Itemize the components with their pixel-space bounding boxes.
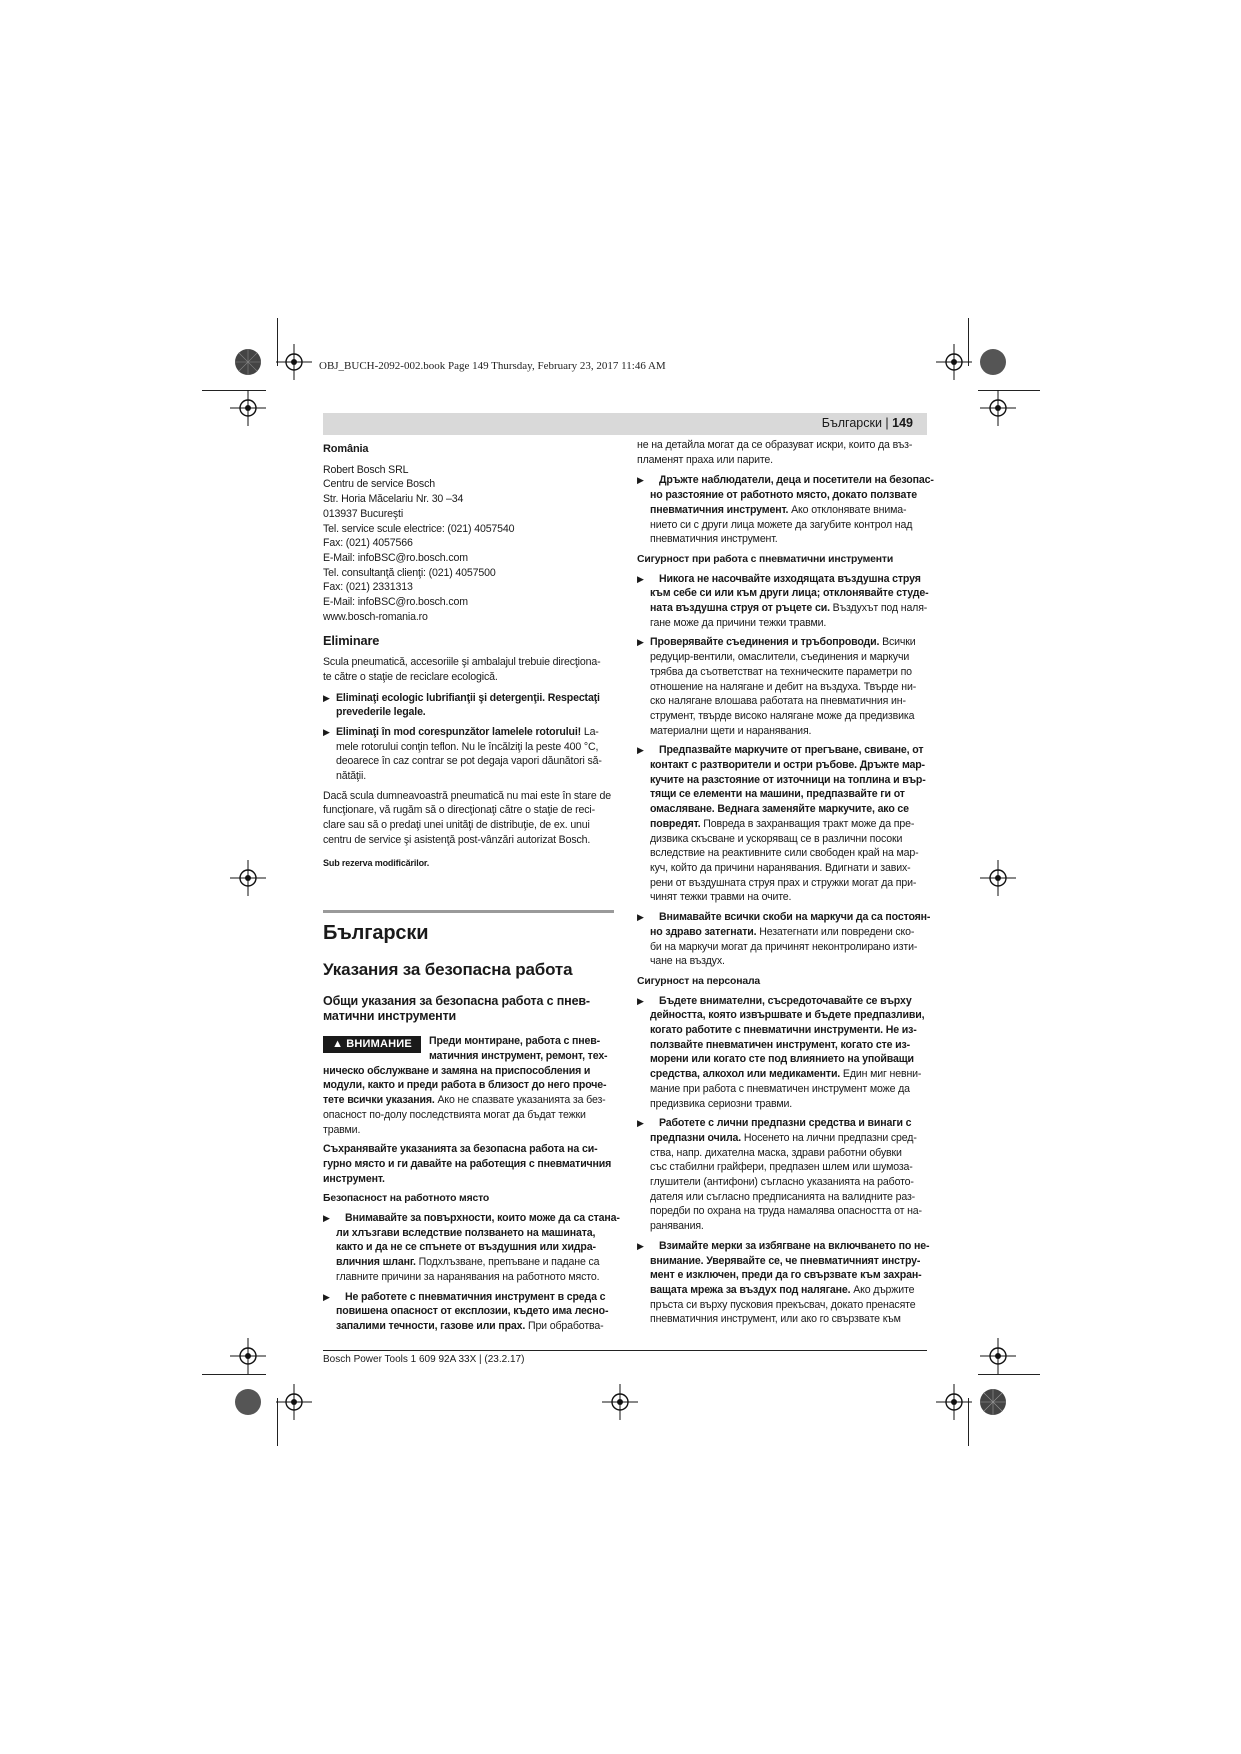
text-line: чинят тежки травми на очите.: [650, 891, 792, 904]
bold-run: тете всички указания.: [323, 1094, 435, 1107]
footer-text: Bosch Power Tools 1 609 92A 33X | (23.2.17): [323, 1354, 525, 1365]
text-run: Въздухът под наля-: [829, 602, 928, 615]
text-line: пневматичния инструмент.: [650, 533, 778, 546]
crop-line: [978, 1374, 1040, 1375]
text-line: контакт с разтворители и остри ръбове. Дръжте мар-: [650, 759, 925, 772]
text-line: Взимайте мерки за избягване на включването по не-: [659, 1239, 930, 1252]
bold-run: ната въздушна струя от ръцете си.: [650, 602, 830, 615]
address-line: www.bosch-romania.ro: [323, 610, 428, 623]
text-run: Всички: [879, 636, 916, 649]
color-registration-mark: [979, 348, 1007, 376]
warning-triangle-icon: ▲: [332, 1038, 344, 1051]
text-line: кучите на разстояние от източници на топлина и вър-: [650, 773, 926, 786]
text-line: centru de service şi asistenţă post-vânzări autorizat Bosch.: [323, 833, 591, 846]
bullet-arrow-icon: ▶: [637, 573, 644, 584]
address-line: 013937 Bucureşti: [323, 507, 404, 520]
text-line: глушители (антифони) съгласно указанията на работо-: [650, 1176, 914, 1189]
text-line: травми.: [323, 1123, 361, 1136]
address-line: Tel. service scule electrice: (021) 4057540: [323, 522, 515, 535]
color-registration-mark: [234, 348, 262, 376]
text-line: куч, който да причини наранявания. Вдигнати и завих-: [650, 861, 911, 874]
page-number: 149: [892, 416, 913, 430]
color-registration-mark: [234, 1388, 262, 1416]
text-line: te către o staţie de reciclare ecologică.: [323, 670, 498, 683]
text-line: prevederile legale.: [336, 706, 426, 719]
section-divider: [323, 910, 614, 913]
workplace-heading: Безопасност на работното място: [323, 1193, 490, 1205]
address-line: Fax: (021) 4057566: [323, 537, 413, 550]
text-line: Внимавайте всички скоби на маркучи да са постоян-: [659, 911, 931, 924]
crosshair-mark: [230, 860, 266, 896]
bullet-arrow-icon: ▶: [637, 1240, 644, 1251]
text-line: ства, напр. дихателна маска, здрави работни обувки: [650, 1146, 902, 1159]
address-line: Tel. consultanţă clienţi: (021) 4057500: [323, 566, 496, 579]
left-column: [323, 442, 620, 1339]
text-line: ранявания.: [650, 1220, 704, 1233]
language-heading: Български: [323, 922, 429, 945]
reserve-note: Sub rezerva modificărilor.: [323, 857, 430, 868]
text-line: пръста си върху пусковия прекъсвач, докато пренасяте: [650, 1298, 916, 1311]
hoses-bullet: [637, 743, 926, 905]
pneumatic-safety-heading: Сигурност при работа с пневматични инструменти: [637, 553, 894, 565]
text-run: При обработва-: [525, 1319, 604, 1332]
text-line: би на маркучи могат да причинят неконтролирано изти-: [650, 940, 918, 953]
text-line: пневматичния инструмент, или ако го свързвате към: [650, 1313, 901, 1326]
text-line: материални щети и наранявания.: [650, 724, 812, 737]
workplace-bullet: [323, 1211, 620, 1285]
text-line: Преди монтиране, работа с пнев-: [429, 1035, 601, 1048]
text-line: Не работете с пневматичния инструмент в среда с: [345, 1290, 606, 1303]
text-line: пламенят праха или парите.: [637, 453, 773, 466]
bullet-arrow-icon: ▶: [637, 912, 644, 923]
address-line: Fax: (021) 2331313: [323, 581, 413, 594]
address-line: E-Mail: infoBSC@ro.bosch.com: [323, 551, 468, 564]
bullet-arrow-icon: ▶: [323, 1213, 330, 1224]
text-line: към себе си или към други лица; отклонявайте студе-: [650, 587, 929, 600]
text-line: Scula pneumatică, accesoriile şi ambalajul trebuie direcţiona-: [323, 656, 601, 669]
general-heading: [323, 994, 614, 1024]
header-label: Български | 149: [821, 416, 913, 430]
text-line: Предпазвайте маркучите от прегъване, свиване, от: [659, 744, 924, 757]
text-line: редуцир-вентили, омаслители, съединения и маркучи: [650, 651, 910, 664]
text-line: funcţionare, vă rugăm să o direcţionaţi către o staţie de reci-: [323, 804, 596, 817]
text-line: мание при работа с пневматичен инструмент може да: [650, 1082, 910, 1095]
bullet-arrow-icon: ▶: [637, 745, 644, 756]
crop-line: [202, 1374, 266, 1375]
text-line: Бъдете внимателни, съсредоточавайте се върху: [659, 994, 912, 1007]
address-block: [323, 463, 614, 625]
text-line: мент е изключен, преди да го свързвате към захран-: [650, 1269, 922, 1282]
text-run: Подхлъзване, препъване и падане са: [415, 1256, 600, 1269]
workplace-bullet: [323, 1290, 614, 1334]
page-header: [323, 413, 927, 435]
text-line: clare sau să o predaţi unei unităţi de distribuţie, de ex. unui: [323, 819, 590, 832]
text-line: както и да не се спънете от въздушния или хидра-: [336, 1241, 596, 1254]
safety-heading: Указания за безопасна работа: [323, 960, 573, 980]
text-line: повишена опасност от експлозии, където има лесно-: [336, 1305, 609, 1318]
bold-run: но здраво затегнати.: [650, 925, 757, 938]
text-line: ническо обслужване и замяна на приспособления и: [323, 1064, 591, 1077]
crosshair-mark: [936, 1384, 972, 1420]
text-run: Незатегнати или повредени ско-: [756, 925, 915, 938]
text-line: модули, както и преди работа в близост до него проче-: [323, 1079, 607, 1092]
eliminare-heading: Eliminare: [323, 633, 380, 649]
print-line: OBJ_BUCH-2092-002.book Page 149 Thursday, February 23, 2017 11:46 AM: [319, 360, 666, 372]
text-run: Един миг невни-: [840, 1068, 922, 1081]
eliminare-bullet: [323, 725, 614, 784]
address-line: Centru de service Bosch: [323, 478, 435, 491]
address-line: E-Mail: infoBSC@ro.bosch.com: [323, 596, 468, 609]
bold-run: ващата мрежа за въздух под налягане.: [650, 1283, 851, 1296]
text-run: Ако отклонявате внима-: [788, 503, 907, 516]
warning-block: [323, 1034, 614, 1137]
text-line: инструмент.: [323, 1172, 385, 1185]
text-line: вследствие на реактивните сили свободен край на мар-: [650, 847, 919, 860]
text-line: струмент, твърде високо налягане може да предизвика: [650, 709, 915, 722]
bullet-arrow-icon: ▶: [323, 1291, 330, 1302]
text-line: Общи указания за безопасна работа с пнев-: [323, 994, 590, 1009]
text-line: матични инструменти: [323, 1009, 457, 1024]
text-line: морени или когато сте под влиянието на упойващи: [650, 1053, 914, 1066]
right-column: [637, 439, 934, 1332]
text-line: гане може да причини тежки травми.: [650, 616, 827, 629]
text-run: Ако не спазвате указанията за без-: [434, 1094, 606, 1107]
text-run: Повреда в захранващия тракт може да пре-: [700, 817, 915, 830]
text-line: ско налягане влошава работата на пневматичния ин-: [650, 695, 906, 708]
text-line: нието си с други лица можете да загубите контрол над: [650, 518, 913, 531]
crosshair-mark: [276, 344, 312, 380]
keep-instructions: [323, 1142, 614, 1186]
bold-run: Eliminaţi în mod corespunzător lamelele rotorului!: [336, 725, 582, 738]
text-line: Никога не насочвайте изходящата въздушна струя: [659, 572, 921, 585]
text-line: поредби по охрана на труда намалява опасността от на-: [650, 1205, 922, 1218]
country-heading: România: [323, 443, 369, 455]
text-line: nătăţii.: [336, 770, 367, 783]
color-registration-mark: [979, 1388, 1007, 1416]
text-line: ползвайте пневматичен инструмент, когато сте из-: [650, 1038, 911, 1051]
bullet-arrow-icon: ▶: [637, 637, 644, 648]
crosshair-mark: [602, 1384, 638, 1420]
text-line: когато работите с пневматични инструменти. Не из-: [650, 1024, 917, 1037]
clamps-bullet: [637, 910, 931, 969]
text-run: La-: [581, 725, 599, 738]
text-line: главните причини за наранявания на работното място.: [336, 1270, 600, 1283]
text-line: Дръжте наблюдатели, деца и посетители на безопас-: [659, 474, 934, 487]
continuation-text: [637, 438, 926, 467]
attention-bullet: [637, 994, 926, 1112]
eliminare-text: [323, 655, 614, 684]
text-run: Ако държите: [850, 1283, 915, 1296]
bold-run: Проверявайте съединения и тръбопроводи.: [650, 636, 880, 649]
crosshair-mark: [230, 390, 266, 426]
eliminare-closing: [323, 789, 614, 848]
protective-equipment-bullet: [637, 1116, 926, 1234]
text-line: със стабилни грайфери, предпазен шлем или шумоза-: [650, 1161, 913, 1174]
bystander-bullet: [637, 473, 934, 547]
crosshair-mark: [980, 1338, 1016, 1374]
bullet-arrow-icon: ▶: [323, 726, 330, 737]
text-line: Внимавайте за повърхности, които може да са стана-: [345, 1212, 620, 1225]
text-line: матичния инструмент, ремонт, тех-: [429, 1049, 608, 1062]
text-line: рени от въздушната струя прах и стружки могат да при-: [650, 876, 917, 889]
text-line: но разстояние от работното място, докато ползвате: [650, 489, 917, 502]
text-line: тящи се елементи на машини, предпазвайте ги от: [650, 788, 905, 801]
text-line: Dacă scula dumneavoastră pneumatică nu mai este în stare de: [323, 789, 611, 802]
bold-run: предпазни очила.: [650, 1131, 742, 1144]
accidental-start-bullet: [637, 1239, 930, 1327]
text-line: предизвика сериозни травми.: [650, 1097, 793, 1110]
bold-run: повредят.: [650, 817, 701, 830]
connections-bullet: [637, 635, 926, 738]
address-line: Robert Bosch SRL: [323, 463, 409, 476]
bold-run: запалими течности, газове или прах.: [336, 1319, 526, 1332]
crosshair-mark: [936, 344, 972, 380]
bold-run: пневматичния инструмент.: [650, 503, 789, 516]
warning-badge: [323, 1036, 421, 1053]
crosshair-mark: [276, 1384, 312, 1420]
text-line: дейността, която извършвате и бъдете предпазливи,: [650, 1009, 925, 1022]
crosshair-mark: [980, 390, 1016, 426]
header-language: Български: [821, 416, 882, 430]
text-line: Работете с лични предпазни средства и винаги с: [659, 1117, 912, 1130]
text-run: Носенето на лични предпазни сред-: [741, 1131, 917, 1144]
text-line: отношение на налягане и дебит на въздуха. Твърде ни-: [650, 680, 917, 693]
warning-label: ВНИМАНИЕ: [346, 1038, 412, 1051]
text-line: внимание. Уверявайте се, че пневматичният инстру-: [650, 1254, 921, 1267]
text-line: чане на въздух.: [650, 955, 725, 968]
footer-rule: [323, 1350, 927, 1351]
bold-run: вличния шланг.: [336, 1256, 416, 1269]
text-line: омасляване. Веднага заменяйте маркучите, ако се: [650, 803, 909, 816]
text-line: mele rotorului conţin teflon. Nu le încălziţi la peste 400 °C,: [336, 740, 599, 753]
bold-run: средства, алкохол или медикаменти.: [650, 1068, 841, 1081]
text-line: Съхранявайте указанията за безопасна работа на си-: [323, 1143, 598, 1156]
text-line: не на детайла могат да се образуват искри, които да въз-: [637, 439, 913, 451]
text-line: Eliminaţi ecologic lubrifianţii şi detergenţii. Respectaţi: [336, 691, 600, 704]
bullet-arrow-icon: ▶: [637, 1118, 644, 1129]
crosshair-mark: [230, 1338, 266, 1374]
personnel-safety-heading: Сигурност на персонала: [637, 975, 761, 987]
text-line: deoarece în caz contrar se pot degaja vapori dăunători să-: [336, 755, 602, 768]
text-line: ли хлъзгави вследствие ползването на машината,: [336, 1226, 596, 1239]
text-line: дизвика скъсване и ускоряващ се в различни посоки: [650, 832, 903, 845]
text-line: гурно място и ги давайте на работещия с пневматичния: [323, 1157, 612, 1170]
crosshair-mark: [980, 860, 1016, 896]
text-line: дателя или съгласно предписанията на валидните раз-: [650, 1190, 916, 1203]
air-stream-bullet: [637, 572, 929, 631]
text-line: трябва да съответстват на техническите параметри по: [650, 665, 912, 678]
bullet-arrow-icon: ▶: [637, 475, 644, 486]
address-line: Str. Horia Măcelariu Nr. 30 –34: [323, 493, 464, 506]
eliminare-bullet: [323, 691, 614, 720]
bullet-arrow-icon: ▶: [323, 692, 330, 703]
bullet-arrow-icon: ▶: [637, 995, 644, 1006]
text-line: опасност по-долу последствията могат да бъдат тежки: [323, 1108, 586, 1121]
